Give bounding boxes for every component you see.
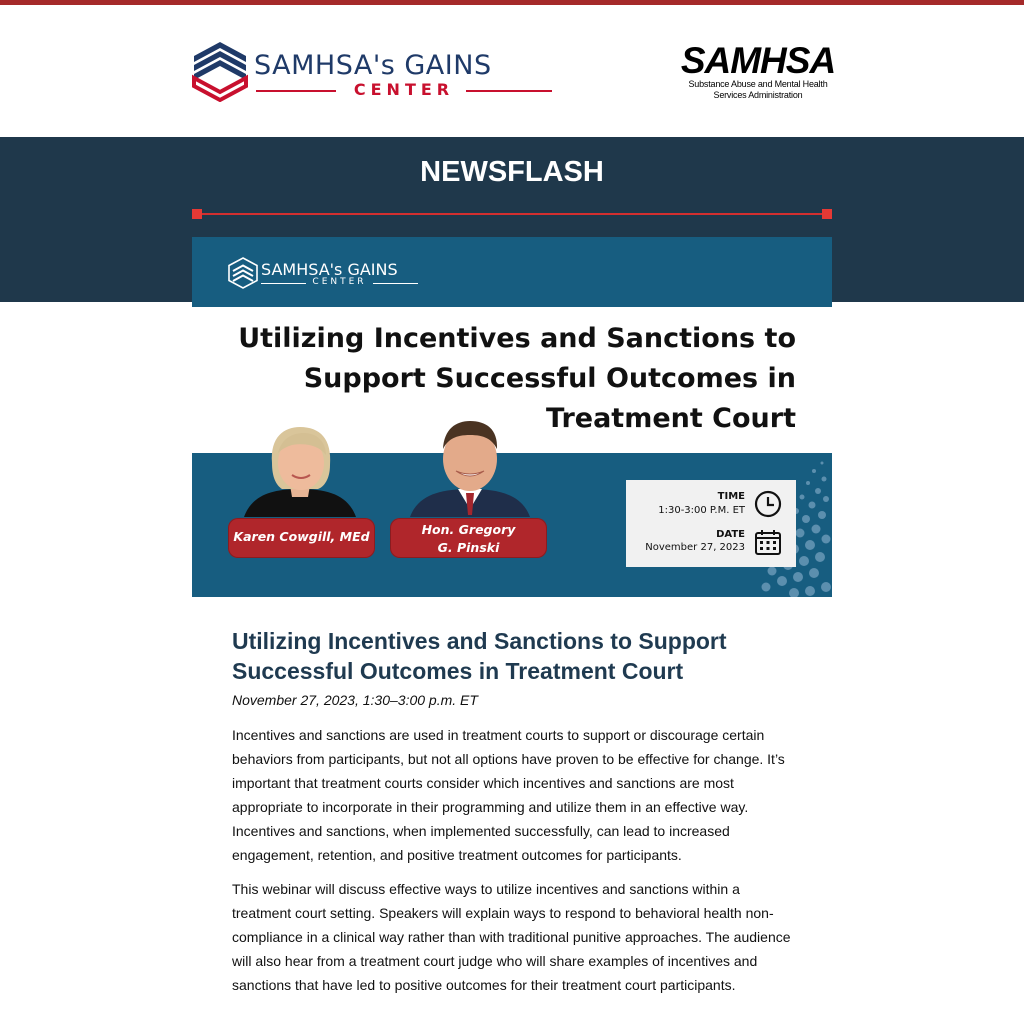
samhsa-logo-subtitle-1: Substance Abuse and Mental Health bbox=[688, 79, 828, 89]
event-info-card bbox=[626, 480, 796, 567]
speaker-name-gregory-line1: Hon. Gregory bbox=[421, 522, 516, 537]
article-paragraph: Incentives and sanctions are used in treatment courts to support or discourage certain behaviors from participants, but not all options have proven to be effective for change. It’s important that treatment courts consider which incentives and sanctions are most appropriate to incorporate in their programming and utilize them in an effective way. Incentives and sanctions, when implemented successfully, can lead to increased engagement, retention, and positive treatment outcomes for participants. bbox=[232, 727, 785, 863]
speaker-photo-karen-cowgill bbox=[244, 423, 356, 517]
date-value: November 27, 2023 bbox=[645, 542, 745, 553]
banner-hexagon-logo-icon bbox=[228, 257, 258, 289]
event-date-time: November 27, 2023, 1:30–3:00 p.m. ET bbox=[232, 692, 478, 708]
speaker-name-gregory bbox=[390, 518, 547, 558]
article-title[interactable]: Utilizing Incentives and Sanctions to Support Successful Outcomes in Treatment Court bbox=[232, 628, 727, 684]
article-body bbox=[232, 626, 792, 997]
speaker-name-gregory-line2: G. Pinski bbox=[437, 540, 500, 555]
samhsa-gains-center-logo[interactable] bbox=[190, 40, 555, 108]
samhsa-logo-word: SAMHSA bbox=[680, 40, 836, 81]
time-value: 1:30-3:00 P.M. ET bbox=[658, 505, 745, 516]
samhsa-logo-subtitle-2: Services Administration bbox=[713, 90, 803, 100]
gains-logo-center: CENTER bbox=[353, 80, 455, 99]
banner-logo-center: CENTER bbox=[312, 277, 367, 287]
email-header bbox=[0, 5, 1024, 137]
article-paragraph: This webinar will discuss effective ways to utilize incentives and sanctions within a treatment court setting. Speakers will explain ways to respond to behavioral health non-compliance in a clinical way rather than with traditional punitive approaches. The audience will also hear from a treatment court judge who will share examples of incentives and sanctions that have led to positive outcomes for their treatment court participants. bbox=[232, 881, 791, 993]
gains-logo-center-row bbox=[256, 82, 552, 100]
clock-icon bbox=[754, 490, 782, 518]
samhsa-logo[interactable] bbox=[680, 40, 836, 103]
speaker-name-karen: Karen Cowgill, MEd bbox=[228, 518, 375, 558]
banner-logo-center-row bbox=[261, 277, 418, 287]
banner-title-line: Support Successful Outcomes in bbox=[303, 363, 796, 394]
banner-header-strip bbox=[192, 237, 832, 307]
banner-title-line: Treatment Court bbox=[546, 403, 796, 434]
webinar-banner-image[interactable] bbox=[192, 237, 832, 597]
divider-left-cap bbox=[192, 209, 202, 219]
calendar-icon bbox=[754, 528, 782, 556]
banner-logo-name: SAMHSA's GAINS bbox=[261, 260, 398, 279]
banner-gains-logo bbox=[228, 257, 428, 289]
date-label: DATE bbox=[716, 529, 745, 540]
gains-hexagon-logo-icon bbox=[190, 40, 250, 102]
divider-right-cap bbox=[822, 209, 832, 219]
banner-title-line: Utilizing Incentives and Sanctions to bbox=[238, 323, 796, 354]
time-label: TIME bbox=[717, 491, 745, 502]
gains-logo-name: SAMHSA's GAINS bbox=[254, 50, 492, 81]
speaker-photo-gregory-pinski bbox=[410, 419, 530, 517]
newsflash-divider bbox=[196, 213, 828, 215]
newsflash-title: NEWSFLASH bbox=[420, 156, 604, 188]
